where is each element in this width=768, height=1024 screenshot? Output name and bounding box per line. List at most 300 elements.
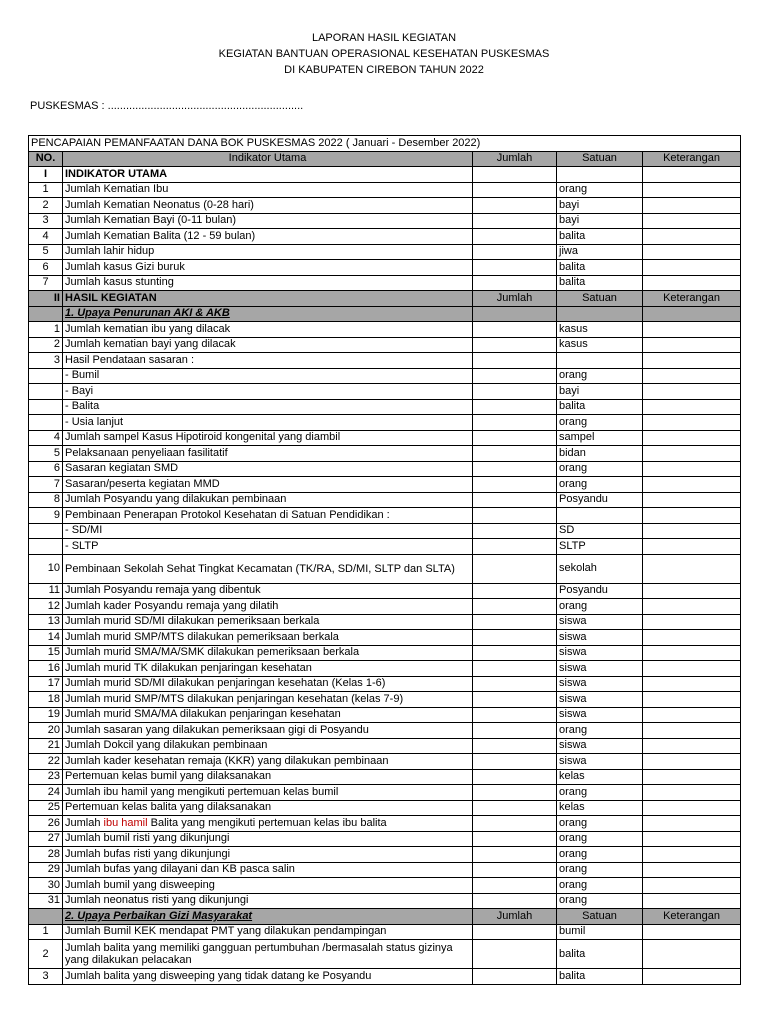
row-jumlah <box>473 182 557 198</box>
row-indikator: Jumlah kematian bayi yang dilacak <box>63 337 473 353</box>
row-indikator: Jumlah Kematian Bayi (0-11 bulan) <box>63 213 473 229</box>
row-jumlah <box>473 785 557 801</box>
subsection-gizi-row <box>29 909 741 925</box>
row-indikator: Jumlah kasus Gizi buruk <box>63 260 473 276</box>
row-indikator: Jumlah Bumil KEK mendapat PMT yang dilakukan pendampingan <box>63 924 473 940</box>
row-jumlah <box>473 198 557 214</box>
row-no: 23 <box>29 769 63 785</box>
table-row <box>29 676 741 692</box>
row-keterangan <box>643 661 741 677</box>
row-text-highlight: ibu hamil <box>103 816 148 829</box>
row-no <box>29 415 63 431</box>
subsection-keterangan <box>643 306 741 322</box>
table-row <box>29 754 741 770</box>
row-keterangan <box>643 399 741 415</box>
table-row <box>29 661 741 677</box>
row-indikator: - SLTP <box>63 539 473 555</box>
row-jumlah <box>473 477 557 493</box>
row-keterangan <box>643 477 741 493</box>
row-jumlah <box>473 969 557 985</box>
row-jumlah <box>473 816 557 832</box>
row-no: 5 <box>29 244 63 260</box>
row-satuan: orang <box>557 847 643 863</box>
row-satuan: orang <box>557 477 643 493</box>
report-title-line3: DI KABUPATEN CIREBON TAHUN 2022 <box>284 64 484 76</box>
table-row <box>29 893 741 909</box>
row-jumlah <box>473 862 557 878</box>
header-jumlah: Jumlah <box>473 291 557 307</box>
table-row <box>29 599 741 615</box>
row-jumlah <box>473 415 557 431</box>
row-keterangan <box>643 337 741 353</box>
table-row <box>29 969 741 985</box>
row-jumlah <box>473 614 557 630</box>
column-header-row <box>29 151 741 167</box>
row-keterangan <box>643 692 741 708</box>
puskesmas-label: PUSKESMAS : ................................................................ <box>30 100 304 112</box>
row-indikator: Jumlah murid SD/MI dilakukan penjaringan kesehatan (Kelas 1-6) <box>63 676 473 692</box>
row-jumlah <box>473 676 557 692</box>
row-keterangan <box>643 275 741 291</box>
row-no: 1 <box>29 322 63 338</box>
row-keterangan <box>643 862 741 878</box>
header-satuan: Satuan <box>557 291 643 307</box>
row-keterangan <box>643 415 741 431</box>
row-jumlah <box>473 707 557 723</box>
row-no: 21 <box>29 738 63 754</box>
row-jumlah <box>473 554 557 583</box>
header-jumlah: Jumlah <box>473 909 557 925</box>
row-satuan: balita <box>557 940 643 969</box>
row-satuan: bumil <box>557 924 643 940</box>
table-row <box>29 446 741 462</box>
row-jumlah <box>473 446 557 462</box>
row-keterangan <box>643 384 741 400</box>
row-no: 2 <box>29 198 63 214</box>
row-keterangan <box>643 676 741 692</box>
row-keterangan <box>643 940 741 969</box>
row-keterangan <box>643 583 741 599</box>
row-indikator: Jumlah Kematian Ibu <box>63 182 473 198</box>
row-no: 11 <box>29 583 63 599</box>
row-no <box>29 368 63 384</box>
col-no: NO. <box>29 151 63 167</box>
row-no: 22 <box>29 754 63 770</box>
row-no: 14 <box>29 630 63 646</box>
row-no: 7 <box>29 275 63 291</box>
table-row <box>29 322 741 338</box>
row-indikator: Pertemuan kelas bumil yang dilaksanakan <box>63 769 473 785</box>
row-satuan: bayi <box>557 213 643 229</box>
row-indikator: Jumlah murid SMA/MA dilakukan penjaringan kesehatan <box>63 707 473 723</box>
row-jumlah <box>473 692 557 708</box>
row-jumlah <box>473 754 557 770</box>
row-satuan: siswa <box>557 738 643 754</box>
row-indikator: Jumlah murid TK dilakukan penjaringan kesehatan <box>63 661 473 677</box>
row-indikator: Jumlah neonatus risti yang dikunjungi <box>63 893 473 909</box>
row-jumlah <box>473 384 557 400</box>
section-hasil-row <box>29 291 741 307</box>
row-indikator: Pelaksanaan penyeliaan fasilitatif <box>63 446 473 462</box>
row-satuan: orang <box>557 415 643 431</box>
section-label: HASIL KEGIATAN <box>63 291 473 307</box>
row-keterangan <box>643 430 741 446</box>
table-row <box>29 800 741 816</box>
row-indikator: Jumlah bumil yang disweeping <box>63 878 473 894</box>
row-no: 27 <box>29 831 63 847</box>
row-no: 31 <box>29 893 63 909</box>
row-no: 25 <box>29 800 63 816</box>
col-indikator: Indikator Utama <box>63 151 473 167</box>
row-keterangan <box>643 800 741 816</box>
row-satuan: balita <box>557 399 643 415</box>
table-row <box>29 182 741 198</box>
section-no: II <box>29 291 63 307</box>
row-no: 10 <box>29 554 63 583</box>
table-row <box>29 198 741 214</box>
row-no: 30 <box>29 878 63 894</box>
row-indikator: Jumlah Posyandu yang dilakukan pembinaan <box>63 492 473 508</box>
row-satuan: SLTP <box>557 539 643 555</box>
row-jumlah <box>473 769 557 785</box>
row-satuan: bayi <box>557 384 643 400</box>
row-satuan: Posyandu <box>557 492 643 508</box>
table-row <box>29 785 741 801</box>
row-jumlah <box>473 275 557 291</box>
row-jumlah <box>473 353 557 369</box>
row-jumlah <box>473 583 557 599</box>
row-satuan: sampel <box>557 430 643 446</box>
section-label: INDIKATOR UTAMA <box>63 167 473 183</box>
row-keterangan <box>643 723 741 739</box>
header-satuan: Satuan <box>557 909 643 925</box>
row-no: 6 <box>29 461 63 477</box>
row-jumlah <box>473 539 557 555</box>
row-indikator: - SD/MI <box>63 523 473 539</box>
row-indikator: Jumlah murid SMP/MTS dilakukan pemeriksaan berkala <box>63 630 473 646</box>
row-keterangan <box>643 446 741 462</box>
row-keterangan <box>643 769 741 785</box>
row-satuan: orang <box>557 368 643 384</box>
row-no: 15 <box>29 645 63 661</box>
row-jumlah <box>473 831 557 847</box>
table-row <box>29 769 741 785</box>
row-jumlah <box>473 322 557 338</box>
section-row <box>29 167 741 183</box>
row-satuan: orang <box>557 599 643 615</box>
subsection-satuan <box>557 306 643 322</box>
row-no: 12 <box>29 599 63 615</box>
row-keterangan <box>643 353 741 369</box>
row-keterangan <box>643 738 741 754</box>
table-row <box>29 878 741 894</box>
row-satuan: siswa <box>557 676 643 692</box>
table-row <box>29 645 741 661</box>
row-satuan: Posyandu <box>557 583 643 599</box>
row-jumlah <box>473 878 557 894</box>
row-satuan: orang <box>557 893 643 909</box>
row-satuan: orang <box>557 862 643 878</box>
row-jumlah <box>473 229 557 245</box>
row-satuan: siswa <box>557 754 643 770</box>
row-no <box>29 399 63 415</box>
row-jumlah <box>473 599 557 615</box>
row-indikator: Jumlah Kematian Balita (12 - 59 bulan) <box>63 229 473 245</box>
row-satuan: siswa <box>557 614 643 630</box>
report-table <box>28 135 741 985</box>
row-no: 1 <box>29 182 63 198</box>
row-jumlah <box>473 368 557 384</box>
row-keterangan <box>643 492 741 508</box>
row-satuan: SD <box>557 523 643 539</box>
col-keterangan: Keterangan <box>643 151 741 167</box>
row-no: 6 <box>29 260 63 276</box>
row-satuan: balita <box>557 969 643 985</box>
table-row <box>29 508 741 524</box>
row-indikator: Jumlah Posyandu remaja yang dibentuk <box>63 583 473 599</box>
row-no <box>29 523 63 539</box>
row-satuan: siswa <box>557 645 643 661</box>
row-no: 19 <box>29 707 63 723</box>
table-row <box>29 213 741 229</box>
row-keterangan <box>643 539 741 555</box>
row-satuan: siswa <box>557 661 643 677</box>
row-keterangan <box>643 260 741 276</box>
row-satuan: orang <box>557 878 643 894</box>
table-row <box>29 707 741 723</box>
table-row <box>29 353 741 369</box>
table-row <box>29 275 741 291</box>
table-row <box>29 492 741 508</box>
row-keterangan <box>643 213 741 229</box>
row-no <box>29 384 63 400</box>
table-row <box>29 738 741 754</box>
row-keterangan <box>643 461 741 477</box>
table-row <box>29 940 741 969</box>
row-satuan: balita <box>557 275 643 291</box>
row-no: 4 <box>29 430 63 446</box>
row-jumlah <box>473 645 557 661</box>
header-keterangan: Keterangan <box>643 909 741 925</box>
subsection-no <box>29 306 63 322</box>
table-row <box>29 399 741 415</box>
row-indikator: - Bayi <box>63 384 473 400</box>
row-keterangan <box>643 754 741 770</box>
row-no: 5 <box>29 446 63 462</box>
table-row <box>29 368 741 384</box>
header-keterangan: Keterangan <box>643 291 741 307</box>
table-row <box>29 244 741 260</box>
row-keterangan <box>643 523 741 539</box>
table-row <box>29 384 741 400</box>
row-keterangan <box>643 785 741 801</box>
row-no <box>29 539 63 555</box>
row-no: 1 <box>29 924 63 940</box>
row-keterangan <box>643 614 741 630</box>
row-satuan: bidan <box>557 446 643 462</box>
row-indikator: Jumlah murid SMA/MA/SMK dilakukan pemeriksaan berkala <box>63 645 473 661</box>
row-indikator: Jumlah ibu hamil yang mengikuti pertemuan kelas bumil <box>63 785 473 801</box>
row-satuan: balita <box>557 229 643 245</box>
row-no: 4 <box>29 229 63 245</box>
row-jumlah <box>473 523 557 539</box>
row-satuan: siswa <box>557 692 643 708</box>
row-no: 20 <box>29 723 63 739</box>
row-indikator: Jumlah lahir hidup <box>63 244 473 260</box>
row-satuan: orang <box>557 816 643 832</box>
row-satuan: kelas <box>557 769 643 785</box>
table-row <box>29 924 741 940</box>
row-indikator: Jumlah bufas yang dilayani dan KB pasca salin <box>63 862 473 878</box>
row-indikator: - Bumil <box>63 368 473 384</box>
row-text-post: Balita yang mengikuti pertemuan kelas ibu balita <box>147 816 387 829</box>
row-satuan: bayi <box>557 198 643 214</box>
table-row <box>29 847 741 863</box>
row-indikator: Jumlah balita yang memiliki gangguan pertumbuhan /bermasalah status gizinya yang dilakukan pelacakan <box>63 940 473 969</box>
row-no: 29 <box>29 862 63 878</box>
row-jumlah <box>473 893 557 909</box>
row-keterangan <box>643 229 741 245</box>
row-jumlah <box>473 508 557 524</box>
row-indikator: - Balita <box>63 399 473 415</box>
row-satuan: kasus <box>557 337 643 353</box>
report-title-line1: LAPORAN HASIL KEGIATAN <box>311 32 457 44</box>
row-keterangan <box>643 831 741 847</box>
row-keterangan <box>643 645 741 661</box>
row-keterangan <box>643 198 741 214</box>
row-satuan <box>557 508 643 524</box>
row-indikator: Pertemuan kelas balita yang dilaksanakan <box>63 800 473 816</box>
row-keterangan <box>643 322 741 338</box>
row-indikator: Pembinaan Sekolah Sehat Tingkat Kecamatan (TK/RA, SD/MI, SLTP dan SLTA) <box>63 554 473 583</box>
table-row <box>29 692 741 708</box>
row-satuan <box>557 353 643 369</box>
row-jumlah <box>473 738 557 754</box>
row-satuan: orang <box>557 831 643 847</box>
row-keterangan <box>643 847 741 863</box>
row-indikator: Jumlah murid SMP/MTS dilakukan penjaringan kesehatan (kelas 7-9) <box>63 692 473 708</box>
row-no: 2 <box>29 337 63 353</box>
subsection-label: 1. Upaya Penurunan AKI & AKB <box>63 306 473 322</box>
table-row <box>29 477 741 493</box>
subsection-label: 2. Upaya Perbaikan Gizi Masyarakat <box>63 909 473 925</box>
row-indikator: Pembinaan Penerapan Protokol Kesehatan di Satuan Pendidikan : <box>63 508 473 524</box>
table-row <box>29 816 741 832</box>
row-jumlah <box>473 630 557 646</box>
row-keterangan <box>643 630 741 646</box>
table-row <box>29 430 741 446</box>
row-satuan: orang <box>557 785 643 801</box>
row-no: 17 <box>29 676 63 692</box>
row-keterangan <box>643 244 741 260</box>
row-no: 7 <box>29 477 63 493</box>
row-satuan: orang <box>557 723 643 739</box>
row-no: 3 <box>29 213 63 229</box>
row-keterangan <box>643 816 741 832</box>
table-row <box>29 630 741 646</box>
row-jumlah <box>473 461 557 477</box>
row-jumlah <box>473 337 557 353</box>
row-keterangan <box>643 368 741 384</box>
table-row <box>29 831 741 847</box>
row-indikator: Jumlah bufas risti yang dikunjungi <box>63 847 473 863</box>
row-satuan: jiwa <box>557 244 643 260</box>
table-title: PENCAPAIAN PEMANFAATAN DANA BOK PUSKESMAS 2022 ( Januari - Desember 2022) <box>29 136 741 152</box>
row-jumlah <box>473 260 557 276</box>
row-no: 28 <box>29 847 63 863</box>
row-indikator: Jumlah kader kesehatan remaja (KKR) yang dilakukan pembinaan <box>63 754 473 770</box>
row-keterangan <box>643 878 741 894</box>
row-no: 18 <box>29 692 63 708</box>
row-indikator: Jumlah sampel Kasus Hipotiroid kongenital yang diambil <box>63 430 473 446</box>
row-jumlah <box>473 847 557 863</box>
row-keterangan <box>643 924 741 940</box>
row-satuan: orang <box>557 461 643 477</box>
table-row <box>29 614 741 630</box>
row-indikator: - Usia lanjut <box>63 415 473 431</box>
row-jumlah <box>473 244 557 260</box>
row-indikator <box>63 816 473 832</box>
row-no: 24 <box>29 785 63 801</box>
table-row <box>29 862 741 878</box>
row-indikator: Jumlah kasus stunting <box>63 275 473 291</box>
table-row <box>29 260 741 276</box>
row-indikator: Jumlah Dokcil yang dilakukan pembinaan <box>63 738 473 754</box>
row-satuan: sekolah <box>557 554 643 583</box>
row-jumlah <box>473 492 557 508</box>
report-title-line2: KEGIATAN BANTUAN OPERASIONAL KESEHATAN PUSKESMAS <box>218 48 550 60</box>
col-jumlah: Jumlah <box>473 151 557 167</box>
row-jumlah <box>473 399 557 415</box>
row-no: 3 <box>29 353 63 369</box>
row-keterangan <box>643 893 741 909</box>
row-indikator: Jumlah balita yang disweeping yang tidak datang ke Posyandu <box>63 969 473 985</box>
row-indikator: Sasaran kegiatan SMD <box>63 461 473 477</box>
row-no: 2 <box>29 940 63 969</box>
row-no: 9 <box>29 508 63 524</box>
row-indikator: Sasaran/peserta kegiatan MMD <box>63 477 473 493</box>
row-satuan: siswa <box>557 707 643 723</box>
row-no: 26 <box>29 816 63 832</box>
row-jumlah <box>473 430 557 446</box>
subsection-jumlah <box>473 306 557 322</box>
table-row <box>29 337 741 353</box>
row-no: 3 <box>29 969 63 985</box>
table-row <box>29 523 741 539</box>
col-satuan: Satuan <box>557 151 643 167</box>
row-satuan: kasus <box>557 322 643 338</box>
table-row <box>29 723 741 739</box>
row-jumlah <box>473 800 557 816</box>
row-satuan: orang <box>557 182 643 198</box>
row-keterangan <box>643 599 741 615</box>
row-no: 16 <box>29 661 63 677</box>
row-text-pre: Jumlah <box>65 816 104 829</box>
row-indikator: Jumlah kader Posyandu remaja yang dilatih <box>63 599 473 615</box>
row-keterangan <box>643 969 741 985</box>
row-satuan: balita <box>557 260 643 276</box>
row-keterangan <box>643 508 741 524</box>
table-row <box>29 554 741 583</box>
row-keterangan <box>643 554 741 583</box>
row-keterangan <box>643 182 741 198</box>
row-indikator: Jumlah Kematian Neonatus (0-28 hari) <box>63 198 473 214</box>
row-satuan: siswa <box>557 630 643 646</box>
row-jumlah <box>473 723 557 739</box>
row-indikator: Jumlah murid SD/MI dilakukan pemeriksaan berkala <box>63 614 473 630</box>
subsection-no <box>29 909 63 925</box>
subsection-row <box>29 306 741 322</box>
